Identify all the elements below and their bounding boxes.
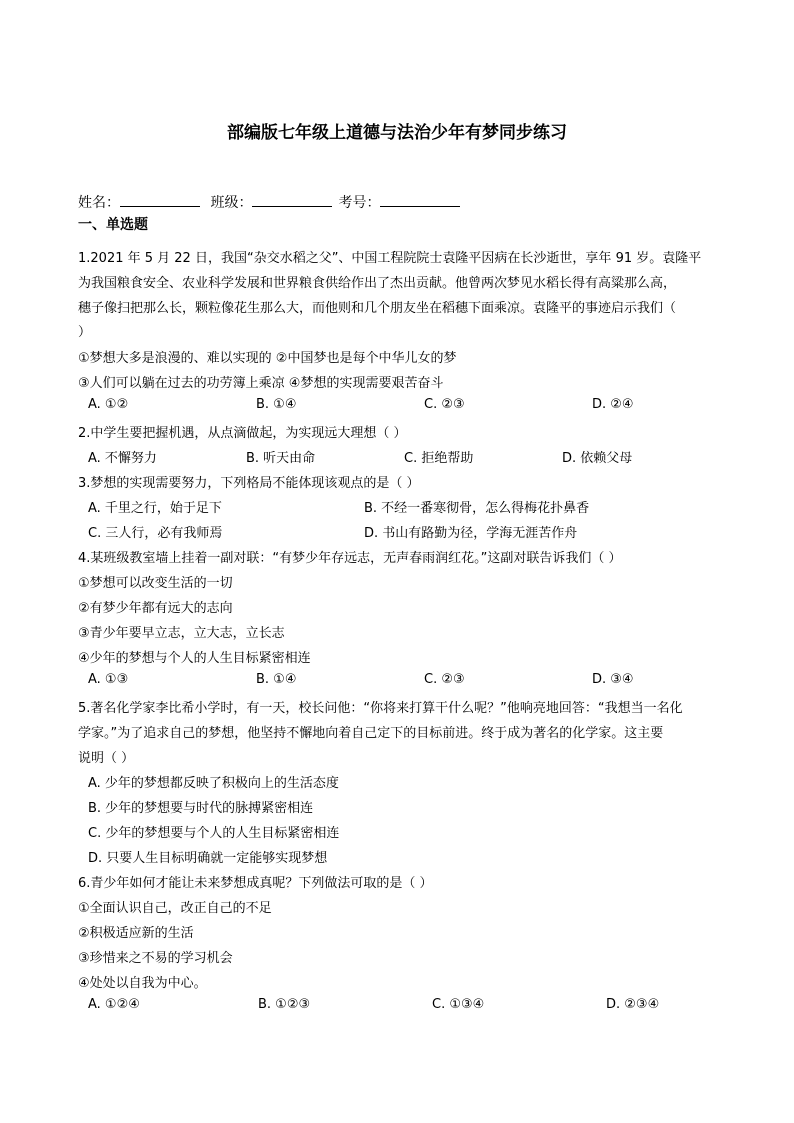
q6-item: ④处处以自我为中心。 (78, 976, 207, 991)
q6-item: ③珍惜来之不易的学习机会 (78, 951, 233, 966)
q3-option-c[interactable]: C. 三人行，必有我师焉 (88, 526, 223, 541)
page-title: 部编版七年级上道德与法治少年有梦同步练习 (227, 123, 567, 143)
q1-stem-line: 1.2021 年 5 月 22 日，我国“杂交水稻之父”、中国工程院院士袁隆平因病在长沙逝世，享年 91 岁。袁隆平 (78, 251, 702, 266)
q5-option-a[interactable]: A. 少年的梦想都反映了积极向上的生活态度 (88, 776, 339, 791)
q5-stem-line: 说明（ ） (78, 751, 135, 766)
q5-option-b[interactable]: B. 少年的梦想要与时代的脉搏紧密相连 (88, 801, 314, 816)
name-label: 姓名： (78, 195, 120, 211)
q3-stem: 3.梦想的实现需要努力，下列格局不能体现该观点的是（ ） (78, 476, 420, 491)
exam-no-blank[interactable] (380, 192, 460, 207)
q3-option-d[interactable]: D. 书山有路勤为径，学海无涯苦作舟 (364, 526, 578, 541)
q1-stem-line: 穗子像扫把那么长，颗粒像花生那么大，而他则和几个朋友坐在稻穗下面乘凉。袁隆平的事迹启示我们（ (78, 301, 677, 316)
q2-stem: 2.中学生要把握机遇，从点滴做起，为实现远大理想（ ） (78, 426, 407, 441)
q4-stem: 4.某班级教室墙上挂着一副对联：“有梦少年存远志，无声春雨润红花。”这副对联告诉我们（ ） (78, 551, 622, 566)
q4-option-d[interactable]: D. ③④ (592, 672, 634, 687)
q3-option-b[interactable]: B. 不经一番寒彻骨，怎么得梅花扑鼻香 (364, 501, 590, 516)
q5-option-c[interactable]: C. 少年的梦想要与个人的人生目标紧密相连 (88, 826, 340, 841)
q1-option-c[interactable]: C. ②③ (424, 397, 465, 412)
student-info (78, 192, 466, 212)
exam-no-label: 考号： (338, 195, 381, 211)
q6-item: ②积极适应新的生活 (78, 926, 194, 941)
q1-option-a[interactable]: A. ①② (88, 397, 129, 412)
class-label: 班级： (210, 195, 253, 211)
q6-option-a[interactable]: A. ①②④ (88, 997, 140, 1012)
section-heading: 一、单选题 (78, 217, 148, 233)
q5-option-d[interactable]: D. 只要人生目标明确就一定能够实现梦想 (88, 851, 328, 866)
q1-option-d[interactable]: D. ②④ (592, 397, 634, 412)
q2-option-c[interactable]: C. 拒绝帮助 (404, 451, 474, 466)
q6-item: ①全面认识自己，改正自己的不足 (78, 901, 272, 916)
q6-option-d[interactable]: D. ②③④ (606, 997, 660, 1012)
name-blank[interactable] (120, 192, 200, 207)
q6-stem: 6.青少年如何才能让未来梦想成真呢？下列做法可取的是（ ） (78, 876, 433, 891)
q1-stem-line: ） (78, 325, 92, 340)
q5-stem-line: 学家。”为了追求自己的梦想，他坚持不懈地向着自己定下的目标前进。终于成为著名的化学家。这主要 (78, 726, 664, 741)
q4-option-b[interactable]: B. ①④ (256, 672, 297, 687)
q2-option-d[interactable]: D. 依赖父母 (562, 451, 633, 466)
q4-item: ①梦想可以改变生活的一切 (78, 576, 233, 591)
q1-item: ①梦想大多是浪漫的、难以实现的 ②中国梦也是每个中华儿女的梦 (78, 351, 457, 366)
q2-option-b[interactable]: B. 听天由命 (246, 451, 316, 466)
q6-option-c[interactable]: C. ①③④ (432, 997, 485, 1012)
class-blank[interactable] (252, 192, 332, 207)
q4-option-c[interactable]: C. ②③ (424, 672, 465, 687)
q3-option-a[interactable]: A. 千里之行，始于足下 (88, 501, 222, 516)
q1-item: ③人们可以躺在过去的功劳簿上乘凉 ④梦想的实现需要艰苦奋斗 (78, 376, 444, 391)
q1-option-b[interactable]: B. ①④ (256, 397, 297, 412)
q4-item: ③青少年要早立志，立大志，立长志 (78, 626, 285, 641)
q4-option-a[interactable]: A. ①③ (88, 672, 129, 687)
q5-stem-line: 5.著名化学家李比希小学时，有一天，校长问他：“你将来打算干什么呢？”他响亮地回答：“我想当一名化 (78, 701, 683, 716)
q4-item: ②有梦少年都有远大的志向 (78, 601, 233, 616)
q4-item: ④少年的梦想与个人的人生目标紧密相连 (78, 651, 311, 666)
q1-stem-line: 为我国粮食安全、农业科学发展和世界粮食供给作出了杰出贡献。他曾两次梦见水稻长得有高粱那么高， (78, 276, 677, 291)
q6-option-b[interactable]: B. ①②③ (258, 997, 311, 1012)
q2-option-a[interactable]: A. 不懈努力 (88, 451, 157, 466)
